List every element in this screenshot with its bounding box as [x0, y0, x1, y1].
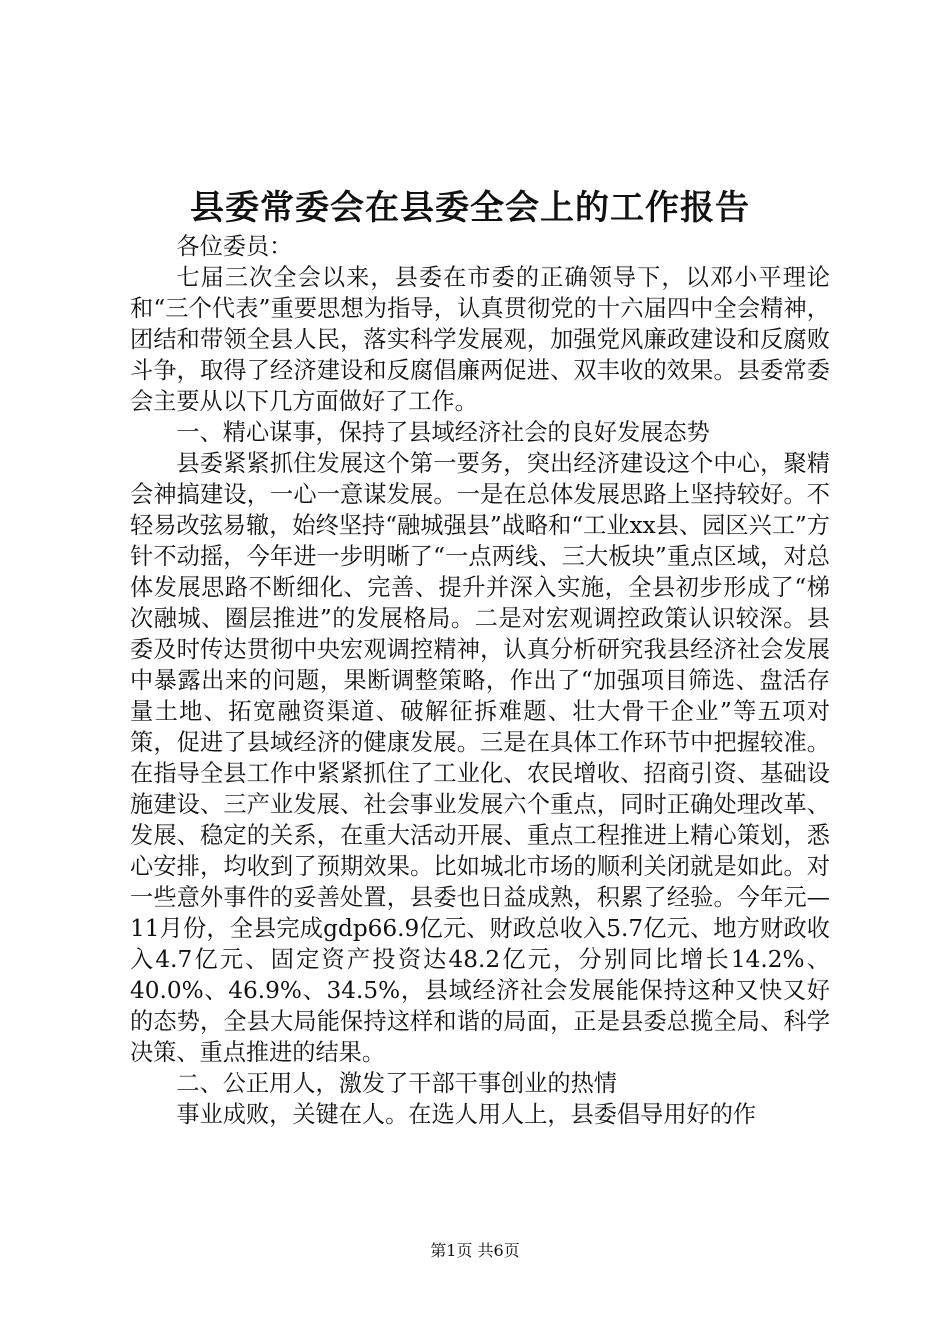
section-heading-2: 二、公正用人，激发了干部干事创业的热情	[176, 1070, 617, 1097]
document-title: 县委常委会在县委全会上的工作报告	[190, 188, 750, 228]
document-body	[130, 231, 830, 1130]
section-heading-1: 一、精心谋事，保持了县域经济社会的良好发展态势	[176, 419, 710, 446]
paragraph-intro: 七届三次全会以来，县委在市委的正确领导下，以邓小平理论和“三个代表”重要思想为指导，认真贯彻党的十六届四中全会精神，团结和带领全县人民，落实科学发展观，加强党风廉政建设和反腐败斗争，取得了经济建设和反腐倡廉两促进、双丰收的效果。县委常委会主要从以下几方面做好了工作。	[130, 264, 830, 415]
salutation: 各位委员：	[176, 233, 293, 260]
page-footer: 第1页 共6页	[430, 1241, 520, 1260]
document-page	[130, 185, 830, 1130]
paragraph-section-1: 县委紧紧抓住发展这个第一要务，突出经济建设这个中心，聚精会神搞建设，一心一意谋发展。一是在总体发展思路上坚持较好。不轻易改弦易辙，始终坚持“融城强县”战略和“工业xx县、园区兴工”方针不动摇，今年进一步明晰了“一点两线、三大板块”重点区域，对总体发展思路不断细化、完善、提升并深入实施，全县初步形成了“梯次融城、圈层推进”的发展格局。二是对宏观调控政策认识较深。县委及时传达贯彻中央宏观调控精神，认真分析研究我县经济社会发展中暴露出来的问题，果断调整策略，作出了“加强项目筛选、盘活存量土地、拓宽融资渠道、破解征拆难题、壮大骨干企业”等五项对策，促进了县域经济的健康发展。三是在具体工作环节中把握较准。在指导全县工作中紧紧抓住了工业化、农民增收、招商引资、基础设施建设、三产业发展、社会事业发展六个重点，同时正确处理改革、发展、稳定的关系，在重大活动开展、重点工程推进上精心策划，悉心安排，均收到了预期效果。比如城北市场的顺利关闭就是如此。对一些意外事件的妥善处置，县委也日益成熟，积累了经验。今年元—11月份，全县完成gdp66.9亿元、财政总收入5.7亿元、地方财政收入4.7亿元、固定资产投资达48.2亿元，分别同比增长14.2%、40.0%、46.9%、34.5%，县域经济社会发展能保持这种又快又好的态势，全县大局能保持这样和谐的局面，正是县委总揽全局、科学决策、重点推进的结果。	[130, 450, 830, 1066]
paragraph-section-2: 事业成败，关键在人。在选人用人上，县委倡导用好的作	[176, 1101, 757, 1128]
